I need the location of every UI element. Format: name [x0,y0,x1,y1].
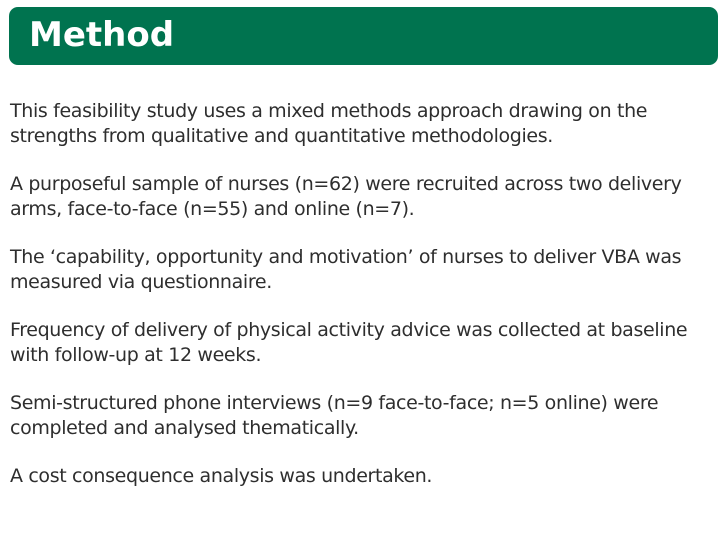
paragraph-questionnaire: The ‘capability, opportunity and motivation’ of nurses to deliver VBA was measured via questionnaire. [10,246,682,293]
paragraph-cost-analysis: A cost consequence analysis was undertaken. [10,465,433,487]
paragraph-frequency: Frequency of delivery of physical activity advice was collected at baseline with follow-up at 12 weeks. [10,319,688,366]
paragraph-sample: A purposeful sample of nurses (n=62) were recruited across two delivery arms, face-to-face (n=55) and online (n=7). [10,173,682,220]
slide-title: Method [29,15,175,55]
paragraph-interviews: Semi-structured phone interviews (n=9 face-to-face; n=5 online) were completed and analysed thematically. [10,392,659,439]
method-content [10,99,710,489]
paragraph-study-design: This feasibility study uses a mixed methods approach drawing on the strengths from qualitative and quantitative methodologies. [10,100,648,147]
